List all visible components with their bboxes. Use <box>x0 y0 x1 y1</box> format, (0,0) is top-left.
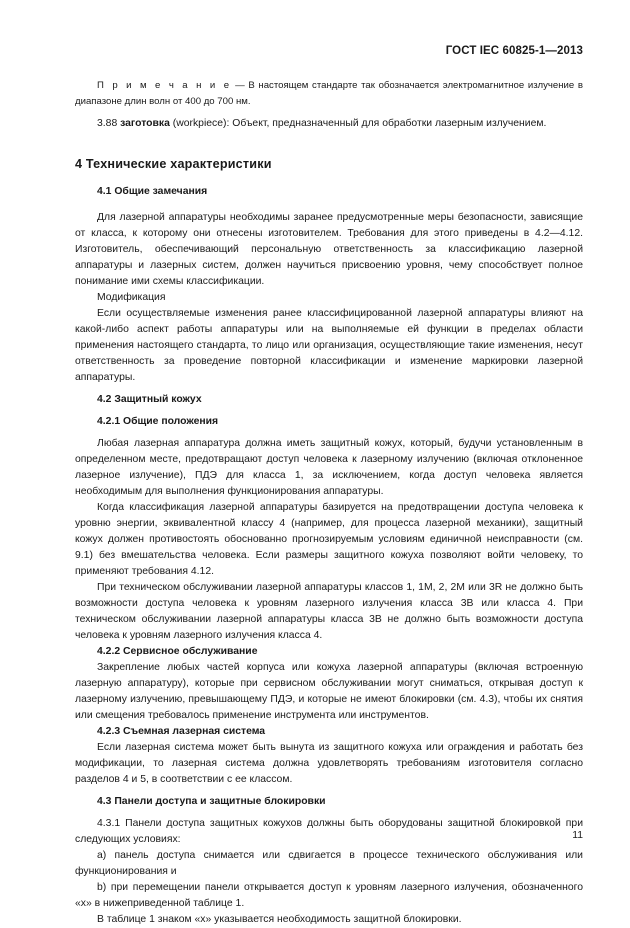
note-paragraph <box>75 78 583 110</box>
definition-term: заготовка <box>120 118 170 129</box>
note-text: — В настоящем стандарте так обозначается электромагнитное излучение в диапазоне длин волн от 400 до 700 нм. <box>75 80 584 107</box>
section-4-title: 4 Технические характеристики <box>75 157 272 171</box>
section-4-2-3-paragraph: Если лазерная система может быть вынута из защитного кожуха или ограждения и работать без модификации, то лазерная система должна удовлетворять требованиям изготовителя согласно разделов 4 и 5, в соответствии с ее классом. <box>75 742 583 785</box>
section-4-2-1-paragraph-1: Любая лазерная аппаратура должна иметь защитный кожух, который, будучи установленным в определенном месте, предотвращают доступ человека к лазерному излучению (включая отклоненное лазерное излучение), ПДЭ для класса 1, за исключением, когда доступ человека является необходимым для выполнения функционирования аппаратуры. <box>75 438 583 497</box>
section-4-1-paragraph-1: Для лазерной аппаратуры необходимы заранее предусмотренные меры безопасности, зависящие от класса, к которому они отнесены изготовителем. Требования для этого приведены в 4.2—4.12. Изготовитель, обеспечивающий персональную ответственность за классификацию лазерной аппаратуры и лазерных систем, должен научиться присвоению уровня, чему способствует полное понимание ими схемы классификации. <box>75 212 583 287</box>
section-4-2-1-paragraph-3: При техническом обслуживании лазерной аппаратуры классов 1, 1М, 2, 2М или 3R не должно быть возможности доступа человека к уровням лазерного излучения класса 3В или класса 4. При техническом обслуживании лазерной аппаратуры класса 3В не должно быть возможности доступа человека к уровням лазерного излучения класса 4. <box>75 582 583 641</box>
section-4-2-1-title: 4.2.1 Общие положения <box>97 416 219 427</box>
note-label: П р и м е ч а н и е <box>97 80 232 91</box>
section-4-3-paragraph-table-note: В таблице 1 знаком «х» указывается необходимость защитной блокировки. <box>97 914 462 925</box>
definition-3-88 <box>75 116 583 132</box>
section-4-1-title: 4.1 Общие замечания <box>97 186 208 197</box>
section-4-2-3-title: 4.2.3 Съемная лазерная система <box>97 726 266 737</box>
section-4-1-paragraph-3: Если осуществляемые изменения ранее классифицированной лазерной аппаратуры влияют на какой-либо аспект работы аппаратуры или на выполняемые ей функции в пределах области применения настоящего стандарта, то лицо или организация, осуществляющие такие изменения, несут ответственность за проведение повторной классификации и изменение маркировки лазерной аппаратуры. <box>75 308 583 383</box>
page-number: 11 <box>572 830 583 841</box>
list-item-a: а) панель доступа снимается или сдвигается в процессе технического обслуживания или функционирования и <box>75 850 583 877</box>
definition-text: (workpiece): Объект, предназначенный для обработки лазерным излучением. <box>169 118 547 129</box>
definition-number: 3.88 <box>97 118 121 129</box>
section-4-2-title: 4.2 Защитный кожух <box>97 394 202 405</box>
page-content <box>75 78 583 928</box>
section-4-3-1-paragraph: 4.3.1 Панели доступа защитных кожухов должны быть оборудованы защитной блокировкой при следующих условиях: <box>75 818 583 845</box>
section-4-2-2-title: 4.2.2 Сервисное обслуживание <box>97 646 258 657</box>
section-4-2-1-paragraph-2: Когда классификация лазерной аппаратуры базируется на предотвращении доступа человека к уровню энергии, эквивалентной классу 4 (например, для процесса лазерной механики), защитный кожух должен противостоять обоснованно прогнозируемым условиям единичной неисправности (см. 9.1) без вмешательства человека. Если размеры защитного кожуха позволяют войти человеку, то применяют требования 4.12. <box>75 502 583 577</box>
section-4-3-title: 4.3 Панели доступа и защитные блокировки <box>97 796 326 807</box>
section-4-1-paragraph-2: Модификация <box>97 292 166 303</box>
section-4-2-2-paragraph: Закрепление любых частей корпуса или кожуха лазерной аппаратуры (включая встроенную лазерную аппаратуру), которые при сервисном обслуживании могут сниматься, открывая доступ к лазерному излучению, превышающему ПДЭ, и которые не имеют блокировки (см. 4.3), чтобы их снятия или смещения требовалось применение инструмента или инструментов. <box>75 662 583 721</box>
standard-header: ГОСТ IEC 60825-1—2013 <box>445 45 583 57</box>
list-item-b: b) при перемещении панели открывается доступ к уровням лазерного излучения, обозначенного «х» в нижеприведенной таблице 1. <box>75 882 583 909</box>
